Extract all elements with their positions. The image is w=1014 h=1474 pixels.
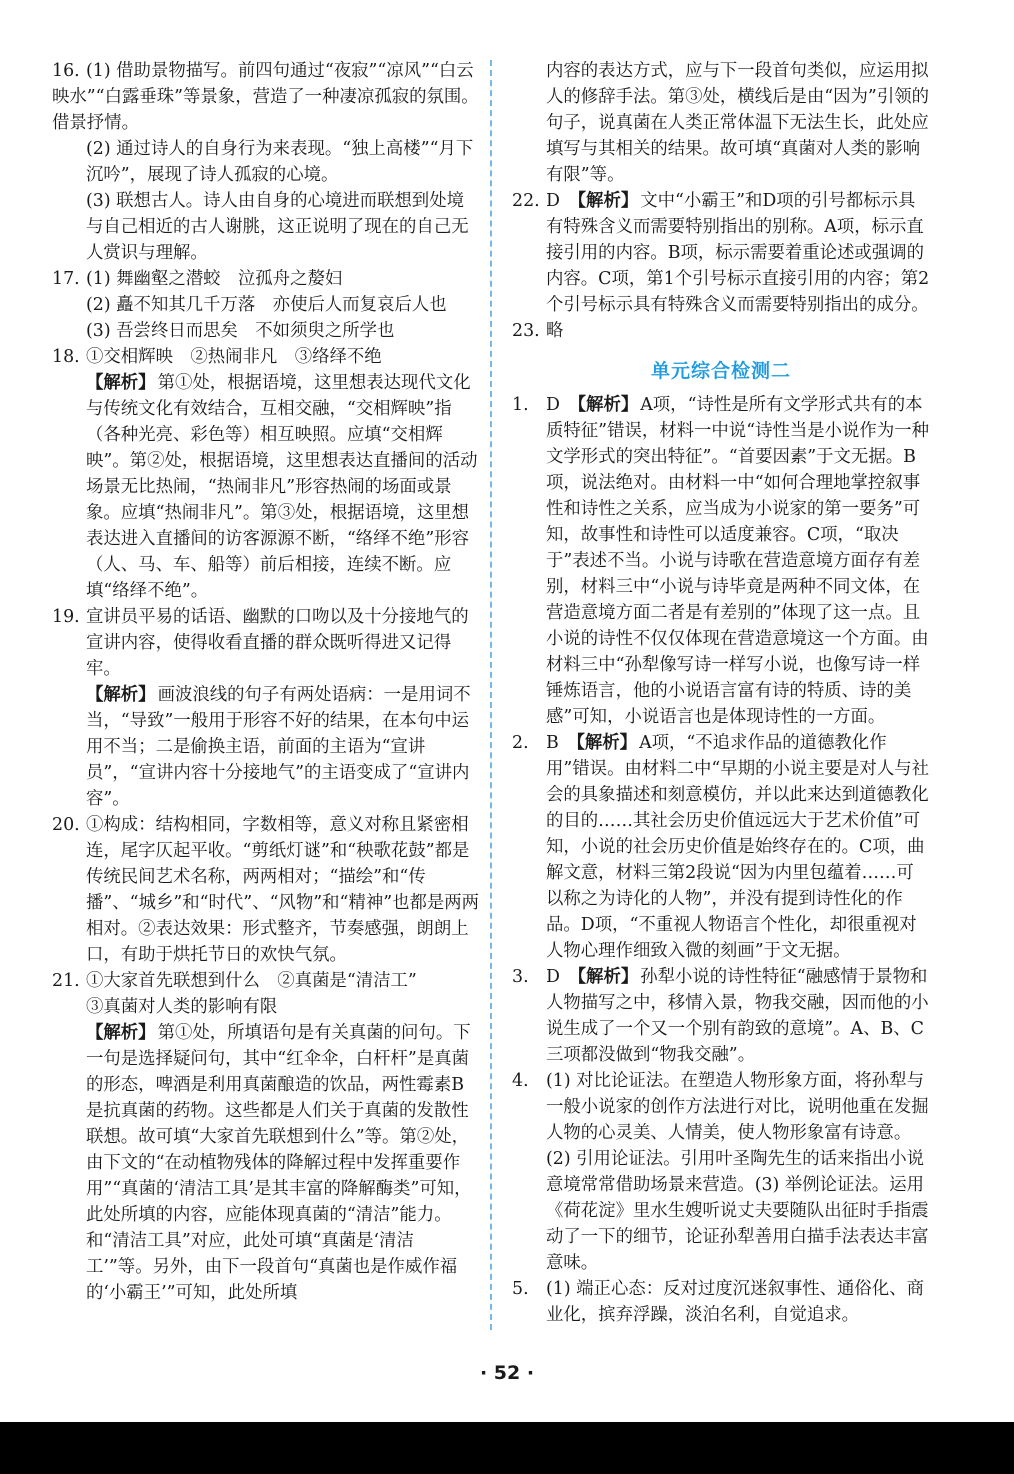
analysis-label: 【解析】 bbox=[86, 685, 156, 705]
answer-text: D bbox=[546, 967, 560, 987]
analysis-label: 【解析】 bbox=[577, 395, 639, 415]
answer-text: ①构成：结构相同，字数相等，意义对称且紧密相连，尾字仄起平收。“剪纸灯谜”和“秧歌花鼓”都是传统民间艺术名称，两两相对；“描绘”和“传播”、“城乡”和“时代”、“风物”和“精神”也都是两两相对。②表达效果：形式整齐，节奏感强，朗朗上口，有助于烘托节日的欢快气氛。 bbox=[86, 815, 480, 965]
answer-line: (3) 吾尝终日而思矣 不如须臾之所学也 bbox=[86, 321, 395, 341]
item-number: 20. bbox=[52, 815, 80, 835]
answer-text: ①大家首先联想到什么 ②真菌是“清洁工” bbox=[86, 971, 417, 991]
item-number: 23. bbox=[512, 321, 540, 341]
item-number: 1. bbox=[512, 395, 529, 415]
answer-line: (1) 借助景物描写。前四句通过“夜寂”“凉风”“白云映水”“白露垂珠”等景象，营造了一种凄凉孤寂的氛围。借景抒情。 bbox=[52, 61, 479, 133]
answer-line: (2) 矗不知其几千万落 亦使后人而复哀后人也 bbox=[86, 295, 447, 315]
answer-item-3 bbox=[512, 964, 930, 1068]
answer-item-19 bbox=[52, 604, 480, 812]
answer-item-18 bbox=[52, 344, 480, 604]
column-divider bbox=[490, 60, 492, 1330]
analysis-label: 【解析】 bbox=[576, 733, 638, 753]
item-number: 17. bbox=[52, 269, 80, 289]
answer-text: 宣讲员平易的话语、幽默的口吻以及十分接地气的宣讲内容，使得收看直播的群众既听得进又记得牢。 bbox=[86, 607, 469, 679]
answer-item-5 bbox=[512, 1276, 930, 1328]
answer-text: ①交相辉映 ②热闹非凡 ③络绎不绝 bbox=[86, 347, 382, 367]
analysis-text: A项，“诗性是所有文学形式共有的本质特征”错误，材料一中说“诗性当是小说作为一种文学形式的突出特征”。“首要因素”于文无据。B项，说法绝对。由材料一中“如何合理地掌控叙事性和诗性之关系，应当成为小说家的第一要务”可知，故事性和诗性可以适度兼容。C项，“取决于”表述不当。小说与诗歌在营造意境方面存有差别，材料三中“小说与诗毕竟是两种不同文体，在营造意境方面二者是有差别的”体现了这一点。且小说的诗性不仅仅体现在营造意境这一个方面。由材料三中“孙犁像写诗一样写小说，也像写诗一样锤炼语言，他的小说语言富有诗的特质、诗的美感”可知，小说语言也是体现诗性的一方面。 bbox=[546, 395, 929, 727]
answer-text: 略 bbox=[546, 321, 564, 341]
analysis-label: 【解析】 bbox=[86, 1023, 156, 1043]
answer-item-2 bbox=[512, 730, 930, 964]
continued-analysis-text: 内容的表达方式，应与下一段首句类似，应运用拟人的修辞手法。第③处，横线后是由“因为”引领的句子，说真菌在人类正常体温下无法生长，此处应填写与其相关的结果。故可填“真菌对人类的影响有限”等。 bbox=[546, 61, 929, 185]
right-column bbox=[512, 58, 930, 1328]
answer-text: (1) 对比论证法。在塑造人物形象方面，将孙犁与一般小说家的创作方法进行对比，说明他重在发掘人物的心灵美、人情美，使人物形象富有诗意。(2) 引用论证法。引用叶圣陶先生的话来指出小说意境常常借助场景来营造。(3) 举例论证法。运用《荷花淀》里水生嫂听说丈夫要随队出征时手指震动了一下的细节，论证孙犁善用白描手法表达丰富意味。 bbox=[546, 1071, 929, 1273]
answer-text: ③真菌对人类的影响有限 bbox=[86, 997, 278, 1017]
analysis-label: 【解析】 bbox=[577, 967, 639, 987]
left-column bbox=[52, 58, 480, 1306]
item-number: 18. bbox=[52, 347, 80, 367]
analysis-text: 第①处，所填语句是有关真菌的问句。下一句是选择疑问句，其中“红伞伞，白杆杆”是真菌的形态，啤酒是利用真菌酿造的饮品，两性霉素B是抗真菌的药物。这些都是人们关于真菌的发散性联想。故可填“大家首先联想到什么”等。第②处，由下文的“在动植物残体的降解过程中发挥重要作用”“真菌的‘清洁工具’是其丰富的降解酶类”可知，此处所填的内容，应能体现真菌的“清洁”能力。和“清洁工具”对应，此处可填“真菌是‘清洁工’”等。另外，由下一段首句“真菌也是作威作福的‘小霸王’”可知，此处所填 bbox=[86, 1023, 472, 1303]
footer-bar bbox=[0, 1422, 1014, 1474]
answer-text: D bbox=[546, 395, 560, 415]
section-title: 单元综合检测二 bbox=[650, 360, 791, 382]
analysis-label: 【解析】 bbox=[577, 191, 639, 211]
answer-item-17 bbox=[52, 266, 480, 344]
answer-text: D bbox=[546, 191, 560, 211]
analysis-text: A项，“不追求作品的道德教化作用”错误。由材料二中“早期的小说主要是对人与社会的具象描述和刻意模仿，并以此来达到道德教化的目的……其社会历史价值远远大于艺术价值”可知，小说的社会历史价值是始终存在的。C项，曲解文意，材料三第2段说“因为内里包蕴着……可以称之为诗化的人物”，并没有提到诗性化的作品。D项，“不重视人物语言个性化，却很重视对人物心理作细致入微的刻画”于文无据。 bbox=[546, 733, 929, 961]
analysis-label: 【解析】 bbox=[86, 373, 156, 393]
answer-line: (3) 联想古人。诗人由自身的心境进而联想到处境与自己相近的古人谢朓，这正说明了现在的自己无人赏识与理解。 bbox=[86, 191, 469, 263]
answer-item-20 bbox=[52, 812, 480, 968]
analysis-text: 孙犁小说的诗性特征“融感情于景物和人物描写之中，移情入景，物我交融，因而他的小说生成了一个又一个别有韵致的意境”。A、B、C三项都没做到“物我交融”。 bbox=[546, 967, 929, 1065]
item-number: 19. bbox=[52, 607, 80, 627]
answer-item-1 bbox=[512, 392, 930, 730]
item-number: 22. bbox=[512, 191, 540, 211]
item-number: 2. bbox=[512, 733, 529, 753]
answer-text: B bbox=[546, 733, 559, 753]
answer-item-16 bbox=[52, 58, 480, 266]
item-number: 4. bbox=[512, 1071, 529, 1091]
analysis-text: 第①处，根据语境，这里想表达现代文化与传统文化有效结合，互相交融，“交相辉映”指（各种光亮、彩色等）相互映照。应填“交相辉映”。第②处，根据语境，这里想表达直播间的活动场景无比热闹，“热闹非凡”形容热闹的场面或景象。应填“热闹非凡”。第③处，根据语境，这里想表达进入直播间的访客源源不断，“络绎不绝”形容（人、马、车、船等）前后相接，连续不断。应填“络绎不绝”。 bbox=[86, 373, 478, 601]
item-number: 3. bbox=[512, 967, 529, 987]
answer-line: (1) 舞幽壑之潜蛟 泣孤舟之嫠妇 bbox=[86, 269, 343, 289]
analysis-text: 画波浪线的句子有两处语病：一是用词不当，“导致”一般用于形容不好的结果，在本句中运用不当；二是偷换主语，前面的主语为“宣讲员”，“宣讲内容十分接地气”的主语变成了“宣讲内容”。 bbox=[86, 685, 471, 809]
answer-line: (2) 通过诗人的自身行为来表现。“独上高楼”“月下沉吟”，展现了诗人孤寂的心境。 bbox=[86, 139, 474, 185]
page-number: · 52 · bbox=[479, 1362, 535, 1384]
answer-item-4 bbox=[512, 1068, 930, 1276]
analysis-text: 文中“小霸王”和D项的引号都标示具有特殊含义而需要特别指出的别称。A项，标示直接引用的内容。B项，标示需要着重论述或强调的内容。C项，第1个引号标示直接引用的内容；第2个引号标示具有特殊含义而需要特别指出的成分。 bbox=[546, 191, 930, 315]
answer-item-23 bbox=[512, 318, 930, 344]
answer-text: (1) 端正心态：反对过度沉迷叙事性、通俗化、商业化，摈弃浮躁，淡泊名利，自觉追求。 bbox=[546, 1279, 924, 1325]
item-number: 16. bbox=[52, 61, 80, 81]
answer-item-22 bbox=[512, 188, 930, 318]
item-number: 5. bbox=[512, 1279, 529, 1299]
item-number: 21. bbox=[52, 971, 80, 991]
answer-item-21 bbox=[52, 968, 480, 1306]
